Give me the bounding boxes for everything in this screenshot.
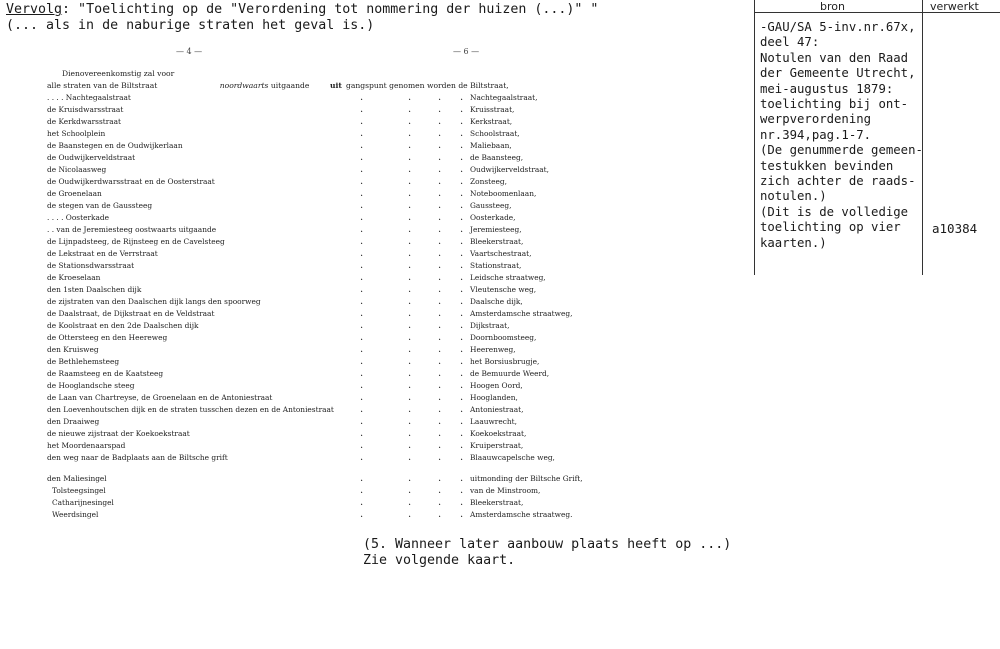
page-number-right: — 6 —: [453, 47, 480, 56]
row-right-text: Doornboomsteeg,: [470, 333, 537, 342]
row-left-text: de Lijnpadsteeg, de Rijnsteeg en de Cavelsteeg: [47, 237, 225, 246]
row-right-text: Oudwijkerveldstraat,: [470, 165, 549, 174]
row-right-text: Kruisstraat,: [470, 105, 515, 114]
intro-line-1: Dienovereenkomstig zal voor: [62, 69, 175, 78]
column-header-bron: bron: [820, 0, 845, 13]
row-right-text: Zonsteeg,: [470, 177, 507, 186]
row-left-text: Catharijnesingel: [52, 498, 114, 507]
row-left-text: den weg naar de Badplaats aan de Biltsche grift: [47, 453, 228, 462]
row-right-text: Vaartschestraat,: [470, 249, 532, 258]
row-right-text: Kerkstraat,: [470, 117, 513, 126]
row-right-text: de Baansteeg,: [470, 153, 524, 162]
row-right-text: Kruiperstraat,: [470, 441, 524, 450]
row-left-text: Weerdsingel: [52, 510, 99, 519]
row-right-text: Amsterdamsche straatweg.: [470, 510, 573, 519]
row-right-text: Blaauwcapelsche weg,: [470, 453, 555, 462]
row-right-text: Maliebaan,: [470, 141, 512, 150]
source-table: [754, 0, 1000, 275]
row-left-text: de Laan van Chartreyse, de Groenelaan en de Antoniestraat: [47, 393, 273, 402]
row-left-text: de stegen van de Gaussteeg: [47, 201, 153, 210]
row-right-text: Dijkstraat,: [470, 321, 510, 330]
row-left-text: Tolsteegsingel: [52, 486, 106, 495]
row-left-text: de zijstraten van den Daalschen dijk langs den spoorweg: [47, 297, 261, 306]
row-left-text: de Oudwijkerveldstraat: [47, 153, 136, 162]
row-right-text: Nachtegaalstraat,: [470, 93, 538, 102]
row-right-text: het Borsiusbrugje,: [470, 357, 540, 366]
row-right-text: Hoogen Oord,: [470, 381, 523, 390]
row-right-text: Jeremiesteeg,: [470, 225, 522, 234]
row-left-text: de Kroeselaan: [47, 273, 101, 282]
row-right-text: Koekoekstraat,: [470, 429, 527, 438]
intro-mid: uit: [330, 81, 342, 90]
row-left-text: den Maliesingel: [47, 474, 107, 483]
footer-line-2: Zie volgende kaart.: [363, 552, 516, 568]
row-left-text: het Schoolplein: [47, 129, 106, 138]
row-left-text: het Moordenaarspad: [47, 441, 126, 450]
source-citation: -GAU/SA 5-inv.nr.67x, deel 47: Notulen van den Raad der Gemeente Utrecht, mei-augustus 1879: toelichting bij ont- werpverordening nr.394,pag.1-7. (De genummerde gemeen- testukken bevinden zich achter de raads- notulen.) (Dit is de volledige toelichting op vier kaarten.): [760, 20, 923, 250]
row-left-text: . . . . Oosterkade: [47, 213, 109, 222]
row-right-text: Bleekerstraat,: [470, 237, 524, 246]
row-left-text: . . van de Jeremiesteeg oostwaarts uitgaande: [47, 225, 217, 234]
page-number-left: — 4 —: [176, 47, 203, 56]
row-left-text: den Draaiweg: [47, 417, 100, 426]
header-subtitle: (... als in de naburige straten het geval is.): [6, 18, 375, 33]
row-left-text: den Kruisweg: [47, 345, 99, 354]
row-right-text: Laauwrecht,: [470, 417, 517, 426]
row-right-text: Bleekerstraat,: [470, 498, 524, 507]
row-left-text: de Bethlehemsteeg: [47, 357, 120, 366]
row-left-text: de Hooglandsche steeg: [47, 381, 135, 390]
row-left-text: de Oudwijkerdwarsstraat en de Oosterstraat: [47, 177, 215, 186]
row-right-text: Vleutensche weg,: [470, 285, 537, 294]
row-right-text: Schoolstraat,: [470, 129, 520, 138]
row-left-text: de Raamsteeg en de Kaatsteeg: [47, 369, 164, 378]
column-header-verwerkt: verwerkt: [930, 0, 979, 13]
row-left-text: de Baanstegen en de Oudwijkerlaan: [47, 141, 183, 150]
row-right-text: Antoniestraat,: [470, 405, 524, 414]
row-left-text: de nieuwe zijstraat der Koekoekstraat: [47, 429, 190, 438]
row-left-text: . . . . Nachtegaalstraat: [47, 93, 131, 102]
row-left-text: de Groenelaan: [47, 189, 102, 198]
row-right-text: Noteboomenlaan,: [470, 189, 537, 198]
row-left-text: de Koolstraat en den 2de Daalschen dijk: [47, 321, 199, 330]
row-right-text: Leidsche straatweg,: [470, 273, 546, 282]
row-right-text: Oosterkade,: [470, 213, 516, 222]
table-border-left: [754, 0, 755, 275]
header-vervolg: Vervolg: [6, 2, 63, 17]
intro-line-2b: noordwaarts: [219, 81, 269, 90]
document-header: [6, 2, 598, 34]
intro-line-2a: alle straten van de Biltstraat: [47, 81, 158, 90]
row-left-text: de Ottersteeg en den Heereweg: [47, 333, 168, 342]
intro-line-2: [47, 81, 309, 91]
row-right-text: Gaussteeg,: [470, 201, 512, 210]
footer-line-1: (5. Wanneer later aanbouw plaats heeft op ...): [363, 537, 732, 552]
row-right-text: van de Minstroom,: [470, 486, 541, 495]
intro-right: gangspunt genomen worden de Biltstraat,: [346, 81, 509, 90]
header-title: : "Toelichting op de "Verordening tot nommering der huizen (...)" ": [62, 2, 599, 17]
row-left-text: de Nicolaasweg: [47, 165, 107, 174]
row-right-text: Heerenweg,: [470, 345, 516, 354]
row-right-text: uitmonding der Biltsche Grift,: [470, 474, 583, 483]
row-left-text: de Lekstraat en de Verrstraat: [47, 249, 158, 258]
row-left-text: de Stationsdwarsstraat: [47, 261, 135, 270]
row-right-text: Hooglanden,: [470, 393, 518, 402]
row-left-text: de Kruisdwarsstraat: [47, 105, 124, 114]
verwerkt-code: a10384: [932, 221, 978, 236]
row-left-text: de Kerkdwarsstraat: [47, 117, 122, 126]
row-left-text: den 1sten Daalschen dijk: [47, 285, 142, 294]
row-right-text: Daalsche dijk,: [470, 297, 523, 306]
row-right-text: Amsterdamsche straatweg,: [470, 309, 573, 318]
row-left-text: de Daalstraat, de Dijkstraat en de Veldstraat: [47, 309, 215, 318]
row-right-text: Stationstraat,: [470, 261, 522, 270]
row-left-text: den Loevenhoutschen dijk en de straten tusschen dezen en de Antoniestraat: [47, 405, 334, 414]
row-right-text: de Bemuurde Weerd,: [470, 369, 550, 378]
intro-line-2c: uitgaande: [270, 81, 310, 90]
footer-note: [363, 537, 731, 568]
